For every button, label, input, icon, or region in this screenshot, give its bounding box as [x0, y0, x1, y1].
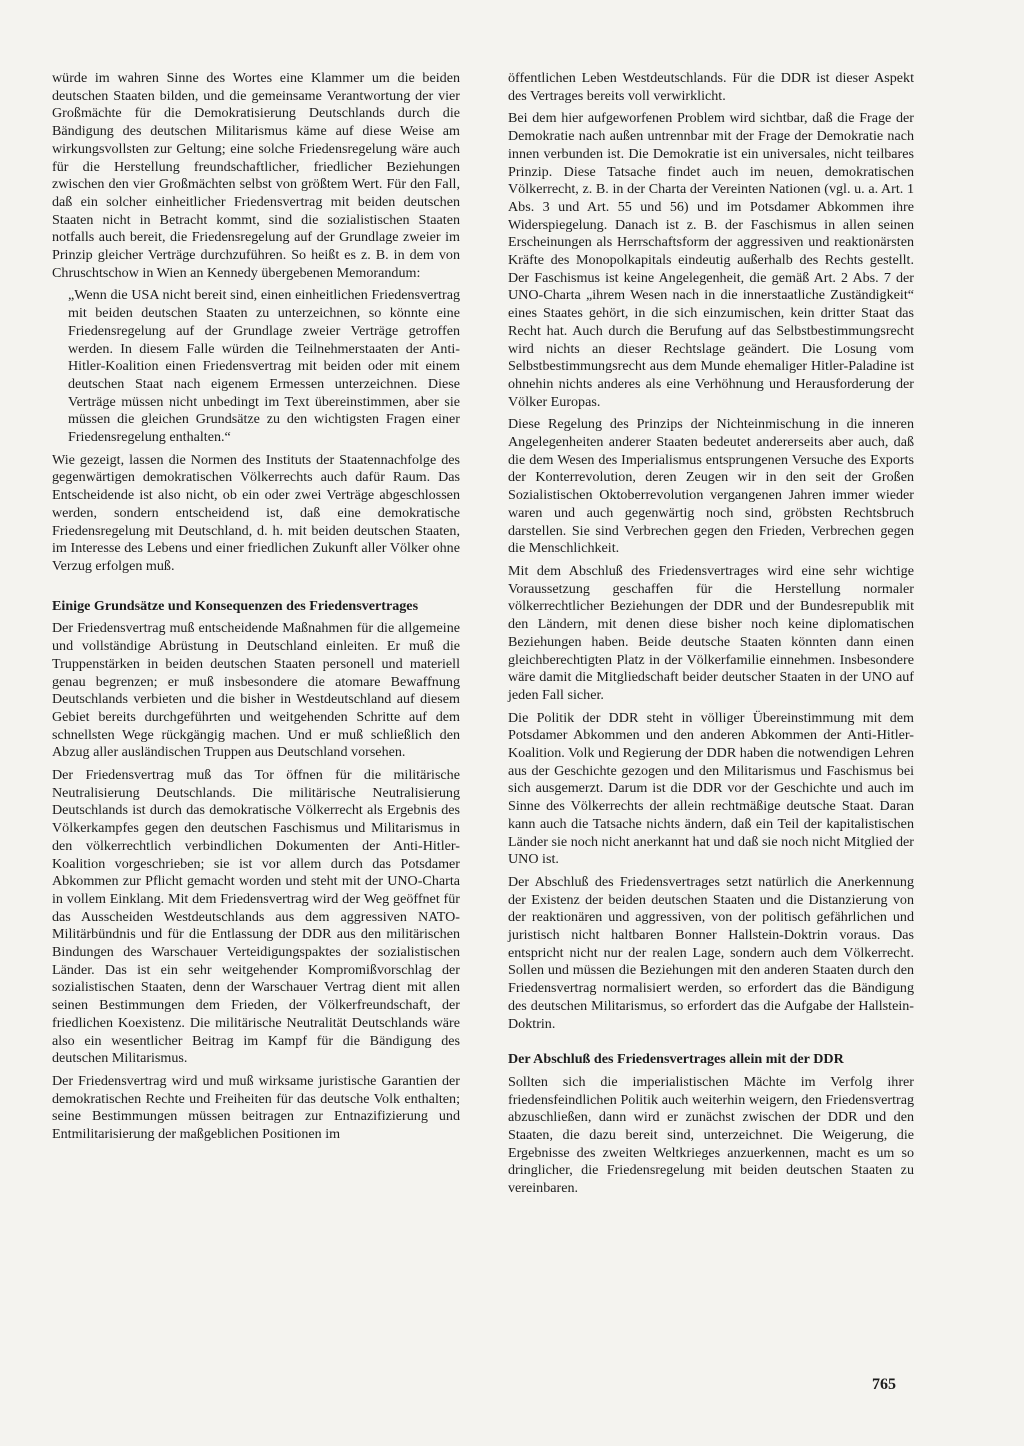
- paragraph: Die Politik der DDR steht in völliger Übereinstimmung mit dem Potsdamer Abkommen und den anderen Abkommen der Anti-Hitler-Koalition. Volk und Regierung der DDR haben die notwendigen Lehren aus der Geschichte gezogen und den Militarismus und Faschismus bei sich ausgemerzt. Darum ist die DDR vor der Geschichte und auch im Sinne des Völkerrechts der allein rechtmäßige deutsche Staat. Daran kann auch die Tatsache nichts ändern, daß ein Teil der kapitalistischen Länder sie noch nicht anerkannt hat und daß sie noch nicht Mitglied der UNO ist.: [508, 709, 914, 868]
- memorandum-quote: „Wenn die USA nicht bereit sind, einen einheitlichen Friedensvertrag mit beiden deutschen Staaten zu unterzeichnen, so könnte eine Friedensregelung auf der Grundlage zweier Verträge getroffen werden. In diesem Falle würden die Teilnehmerstaaten der Anti-Hitler-Koalition einen Friedensvertrag mit beiden oder mit einem deutschen Staat nach eigenem Ermessen unterzeichnen. Diese Verträge müssen nicht unbedingt im Text übereinstimmen, aber sie müssen die gleichen Grundsätze zu den wichtigsten Fragen einer Friedensregelung enthalten.“: [68, 287, 460, 446]
- paragraph: Der Abschluß des Friedensvertrages setzt natürlich die Anerkennung der Existenz der beiden deutschen Staaten und die Distanzierung von der reaktionären und aggressiven, von der politisch gefährlichen und juristisch nicht haltbaren Bonner Hallstein-Doktrin voraus. Das entspricht nicht nur der realen Lage, sondern auch dem Völkerrecht. Sollen und müssen die Beziehungen mit den anderen Staaten durch den Friedensvertrag normalisiert werden, so erfordert das die Bändigung des deutschen Militarismus, so erfordert das die Aufgabe der Hallstein-Doktrin.: [508, 873, 914, 1032]
- paragraph: Der Friedensvertrag muß entscheidende Maßnahmen für die allgemeine und vollständige Abrüstung in Deutschland einleiten. Er muß die Truppenstärken in beiden deutschen Staaten personell und materiell genau begrenzen; er muß insbesondere die atomare Bewaffnung Deutschlands verbieten und die bisher in Westdeutschland auf diesem Gebiet bereits durchgeführten und weitgehenden Schritte auf dem schnellsten Wege rückgängig machen. Und er muß schließlich den Abzug aller ausländischen Truppen aus Deutschland vorsehen.: [52, 620, 460, 761]
- section-heading: Einige Grundsätze und Konsequenzen des Friedensvertrages: [52, 597, 419, 614]
- left-column: [52, 70, 460, 1149]
- right-column: [508, 70, 914, 1203]
- paragraph: Sollten sich die imperialistischen Mächte im Verfolg ihrer friedensfeindlichen Politik auch weiterhin weigern, den Friedensvertrag abzuschließen, dann wird er zunächst zwischen der DDR und den Staaten, die dazu bereit sind, unterzeichnet. Die Weigerung, die Ergebnisse des zweiten Weltkrieges anzuerkennen, macht es um so dringlicher, die Friedensregelung mit beiden deutschen Staaten zu vereinbaren.: [508, 1073, 914, 1197]
- paragraph: Diese Regelung des Prinzips der Nichteinmischung in die inneren Angelegenheiten anderer Staaten bedeutet andererseits aber auch, daß die dem Wesen des Imperialismus entsprungenen Versuche des Exports der Konterrevolution, deren Zeugen wir in den seit der Großen Sozialistischen Oktoberrevolution vergangenen Jahren immer wieder waren und auch gegenwärtig noch sind, gröbsten Rechtsbruch darstellen. Sie sind Verbrechen gegen den Frieden, Verbrechen gegen die Menschlichkeit.: [508, 416, 914, 557]
- paragraph: öffentlichen Leben Westdeutschlands. Für die DDR ist dieser Aspekt des Vertrages bereits voll verwirklicht.: [508, 70, 914, 104]
- page-number: 765: [872, 1376, 896, 1393]
- paragraph: Der Friedensvertrag muß das Tor öffnen für die militärische Neutralisierung Deutschlands. Die militärische Neutralisierung Deutschlands ist durch das demokratische Völkerrecht als Ergebnis des Völkerkampfes gegen den deutschen Faschismus und Militarismus in den völkerrechtlich verbindlichen Dokumenten der Anti-Hitler-Koalition vorgeschrieben; sie ist vor allem durch das Potsdamer Abkommen zur Pflicht gemacht worden und steht mit der UNO-Charta in vollem Einklang. Mit dem Friedensvertrag wird der Weg geöffnet für das Ausscheiden Westdeutschlands aus dem aggressiven NATO-Militärbündnis und für die Entlassung der DDR aus den militärischen Bindungen des Warschauer Verteidigungspaktes der sozialistischen Länder. Das ist ein sehr weitgehender Kompromißvorschlag der sozialistischen Staaten, denn der Warschauer Vertrag dient mit allen seinen Bestimmungen dem Frieden, der Völkerfreundschaft, der friedlichen Koexistenz. Die militärische Neutralität Deutschlands wäre also ein wesentlicher Beitrag im Kampf für die Bändigung des deutschen Militarismus.: [52, 767, 460, 1067]
- paragraph: Bei dem hier aufgeworfenen Problem wird sichtbar, daß die Frage der Demokratie nach außen untrennbar mit der Frage der Demokratie nach innen verbunden ist. Die Demokratie ist ein universales, nicht teilbares Prinzip. Diese Tatsache findet auch im neuen, demokratischen Völkerrecht, z. B. in der Charta der Vereinten Nationen (vgl. u. a. Art. 1 Abs. 3 und Art. 55 und 56) und im Potsdamer Abkommen ihre Widerspiegelung. Danach ist z. B. der Faschismus in allen seinen Erscheinungen als Herrschaftsform der aggressiven und reaktionärsten Kräfte des Monopolkapitals eindeutig außerhalb des Rechts gestellt. Der Faschismus ist keine Angelegenheit, die gemäß Art. 2 Abs. 7 der UNO-Charta „ihrem Wesen nach in die innerstaatliche Zuständigkeit“ eines Staates gehört, in die sich einzumischen, kein dritter Staat das Recht hat. Auch durch die Berufung auf das Selbstbestimmungsrecht wird nichts an dieser Rechtslage geändert. Die Losung vom Selbstbestimmungsrecht aus dem Munde ehemaliger Hitler-Paladine ist ohnehin nichts anderes als eine Verhöhnung und Herausforderung der Völker Europas.: [508, 110, 914, 410]
- paragraph: würde im wahren Sinne des Wortes eine Klammer um die beiden deutschen Staaten bilden, und die gemeinsame Verantwortung der vier Großmächte für die Demokratisierung Deutschlands durch die Bändigung des deutschen Militarismus käme auf diese Weise am wirkungsvollsten zur Geltung; eine solche Friedensregelung wäre auch für die Herstellung freundschaftlicher, friedlicher Beziehungen zwischen den vier Großmächten selbst von größtem Wert. Für den Fall, daß ein solcher einheitlicher Friedensvertrag mit beiden deutschen Staaten nicht in Betracht kommt, sind die sozialistischen Staaten notfalls auch bereit, die Friedensregelung auf der Grundlage zweier im Prinzip gleicher Verträge durchzuführen. So heißt es z. B. in dem von Chruschtschow in Wien an Kennedy übergebenen Memorandum:: [52, 70, 460, 281]
- paragraph: Mit dem Abschluß des Friedensvertrages wird eine sehr wichtige Voraussetzung geschaffen für die Herstellung normaler völkerrechtlicher Beziehungen der DDR und der Bundesrepublik mit den Ländern, mit denen diese bisher noch keine diplomatischen Beziehungen haben. Beide deutsche Staaten könnten dann einen gleichberechtigten Platz in der Völkerfamilie einnehmen. Insbesondere wäre damit die Mitgliedschaft beider deutscher Staaten in der UNO auf jeden Fall sicher.: [508, 562, 914, 703]
- section-heading: Der Abschluß des Friedensvertrages allein mit der DDR: [508, 1051, 844, 1068]
- paragraph: Der Friedensvertrag wird und muß wirksame juristische Garantien der demokratischen Rechte und Freiheiten für das deutsche Volk enthalten; seine Bestimmungen müssen beitragen zur Entnazifizierung und Entmilitarisierung der maßgeblichen Positionen im: [52, 1072, 460, 1143]
- paragraph: Wie gezeigt, lassen die Normen des Instituts der Staatennachfolge des gegenwärtigen demokratischen Völkerrechts auch dafür Raum. Das Entscheidende ist also nicht, ob ein oder zwei Verträge abgeschlossen werden, sondern entscheidend ist, daß eine demokratische Friedensregelung mit Deutschland, d. h. mit beiden deutschen Staaten, im Interesse des Lebens und einer friedlichen Zukunft aller Völker ohne Verzug erfolgen muß.: [52, 451, 460, 574]
